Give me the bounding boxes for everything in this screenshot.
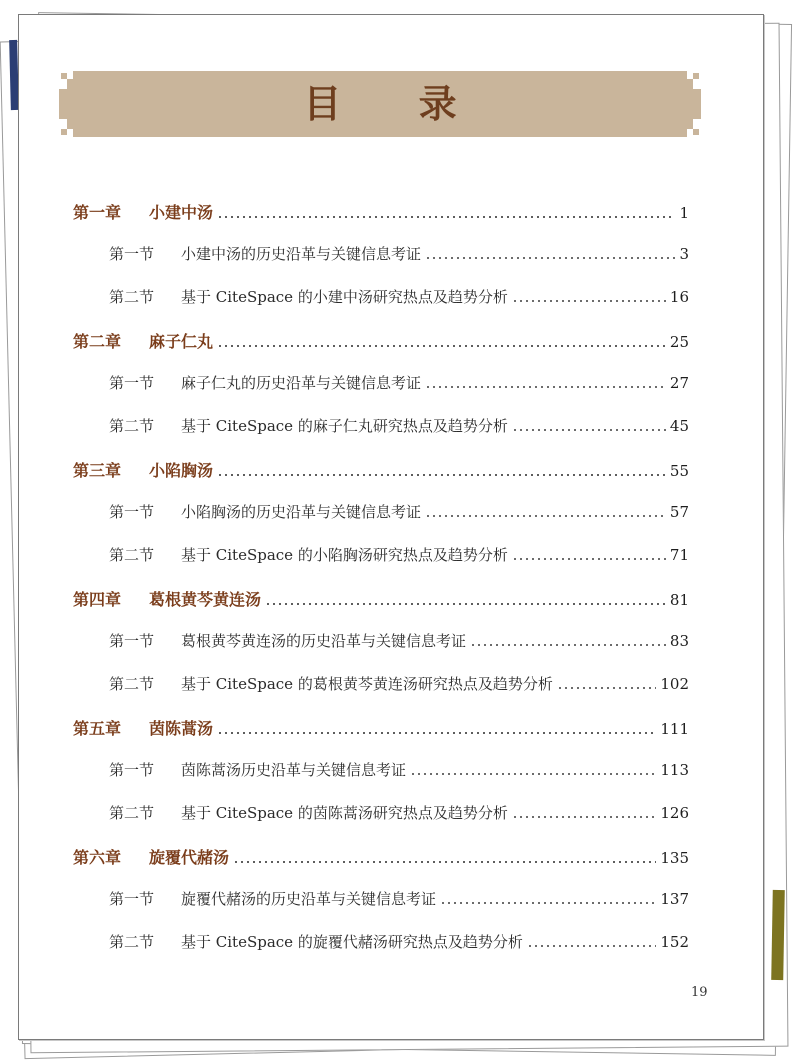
dot-leader <box>265 595 666 605</box>
section-label: 第一节 <box>109 503 155 521</box>
dot-leader <box>512 421 666 431</box>
section-title: 茵陈蒿汤历史沿革与关键信息考证 <box>181 761 407 779</box>
chapter-title: 旋覆代赭汤 <box>149 848 230 867</box>
dot-leader <box>512 292 666 302</box>
toc-row <box>73 845 689 873</box>
page-ref: 152 <box>660 933 689 951</box>
page-ref: 1 <box>679 204 689 222</box>
chapter-title: 葛根黄芩黄连汤 <box>149 590 262 609</box>
toc-row <box>73 888 689 916</box>
toc-row <box>73 501 689 529</box>
dot-leader <box>557 679 657 689</box>
dot-leader <box>425 378 666 388</box>
page-ref: 83 <box>669 632 689 650</box>
title-banner <box>59 71 701 137</box>
toc-chapter-entry[interactable] <box>73 458 689 501</box>
section-title: 小建中汤的历史沿革与关键信息考证 <box>181 245 422 263</box>
toc-row <box>73 716 689 744</box>
chapter-label: 第三章 <box>73 461 122 480</box>
page-ref: 16 <box>669 288 689 306</box>
toc-chapter-entry[interactable] <box>73 200 689 243</box>
dot-leader <box>425 507 666 517</box>
page-ref: 81 <box>669 591 689 609</box>
toc-row <box>73 200 689 228</box>
toc-section-entry[interactable] <box>73 630 689 673</box>
section-title: 基于 CiteSpace 的葛根黄芩黄连汤研究热点及趋势分析 <box>181 675 553 693</box>
toc-chapter-entry[interactable] <box>73 716 689 759</box>
section-title: 基于 CiteSpace 的旋覆代赭汤研究热点及趋势分析 <box>181 933 523 951</box>
page-ref: 102 <box>660 675 689 693</box>
page-ref: 55 <box>669 462 689 480</box>
chapter-title: 小建中汤 <box>149 203 214 222</box>
toc-section-entry[interactable] <box>73 286 689 329</box>
page-ref: 137 <box>660 890 689 908</box>
toc-section-entry[interactable] <box>73 802 689 845</box>
toc-row <box>73 329 689 357</box>
toc-chapter-entry[interactable] <box>73 329 689 372</box>
dot-leader <box>512 550 666 560</box>
page-ref: 111 <box>660 720 689 738</box>
chapter-label: 第二章 <box>73 332 122 351</box>
page-ref: 57 <box>669 503 689 521</box>
toc-row <box>73 243 689 271</box>
chapter-title: 麻子仁丸 <box>149 332 214 351</box>
section-title: 小陷胸汤的历史沿革与关键信息考证 <box>181 503 422 521</box>
toc-row <box>73 630 689 658</box>
section-title: 基于 CiteSpace 的小建中汤研究热点及趋势分析 <box>181 288 508 306</box>
section-label: 第二节 <box>109 804 155 822</box>
toc-row <box>73 415 689 443</box>
toc-row <box>73 372 689 400</box>
toc-row <box>73 759 689 787</box>
dot-leader <box>410 765 656 775</box>
dot-leader <box>527 937 657 947</box>
toc-chapter-entry[interactable] <box>73 845 689 888</box>
chapter-label: 第五章 <box>73 719 122 738</box>
page-ref: 71 <box>669 546 689 564</box>
toc-chapter-entry[interactable] <box>73 587 689 630</box>
dot-leader <box>470 636 666 646</box>
dot-leader <box>440 894 656 904</box>
toc-row <box>73 673 689 701</box>
section-title: 基于 CiteSpace 的小陷胸汤研究热点及趋势分析 <box>181 546 508 564</box>
section-title: 麻子仁丸的历史沿革与关键信息考证 <box>181 374 422 392</box>
toc-section-entry[interactable] <box>73 501 689 544</box>
section-label: 第一节 <box>109 761 155 779</box>
page-ref: 126 <box>660 804 689 822</box>
section-label: 第二节 <box>109 288 155 306</box>
chapter-label: 第一章 <box>73 203 122 222</box>
chapter-title: 小陷胸汤 <box>149 461 214 480</box>
page-ref: 27 <box>669 374 689 392</box>
toc-section-entry[interactable] <box>73 415 689 458</box>
page-ref: 3 <box>679 245 689 263</box>
toc-section-entry[interactable] <box>73 243 689 286</box>
page-title: 目 录 <box>303 82 489 126</box>
dot-leader <box>512 808 657 818</box>
toc-section-entry[interactable] <box>73 544 689 587</box>
section-label: 第一节 <box>109 890 155 908</box>
toc-row <box>73 802 689 830</box>
toc-section-entry[interactable] <box>73 372 689 415</box>
dot-leader <box>233 853 656 863</box>
section-label: 第一节 <box>109 245 155 263</box>
toc-section-entry[interactable] <box>73 888 689 931</box>
dot-leader <box>217 466 666 476</box>
toc-row <box>73 286 689 314</box>
section-label: 第二节 <box>109 675 155 693</box>
section-title: 基于 CiteSpace 的麻子仁丸研究热点及趋势分析 <box>181 417 508 435</box>
chapter-label: 第六章 <box>73 848 122 867</box>
section-label: 第二节 <box>109 417 155 435</box>
dot-leader <box>425 249 675 259</box>
table-of-contents <box>73 200 689 974</box>
toc-section-entry[interactable] <box>73 931 689 974</box>
section-title: 葛根黄芩黄连汤的历史沿革与关键信息考证 <box>181 632 467 650</box>
dot-leader <box>217 337 666 347</box>
toc-row <box>73 587 689 615</box>
section-title: 基于 CiteSpace 的茵陈蒿汤研究热点及趋势分析 <box>181 804 508 822</box>
page-number: 19 <box>691 985 708 1000</box>
toc-page <box>18 14 764 1040</box>
toc-row <box>73 931 689 959</box>
dot-leader <box>217 724 656 734</box>
page-ref: 113 <box>660 761 689 779</box>
book-cover-edge <box>771 890 785 980</box>
toc-section-entry[interactable] <box>73 673 689 716</box>
section-label: 第二节 <box>109 933 155 951</box>
toc-row <box>73 458 689 486</box>
page-ref: 135 <box>660 849 689 867</box>
section-label: 第二节 <box>109 546 155 564</box>
toc-row <box>73 544 689 572</box>
chapter-title: 茵陈蒿汤 <box>149 719 214 738</box>
toc-section-entry[interactable] <box>73 759 689 802</box>
page-ref: 25 <box>669 333 689 351</box>
section-label: 第一节 <box>109 374 155 392</box>
chapter-label: 第四章 <box>73 590 122 609</box>
section-title: 旋覆代赭汤的历史沿革与关键信息考证 <box>181 890 437 908</box>
page-ref: 45 <box>669 417 689 435</box>
dot-leader <box>217 208 675 218</box>
section-label: 第一节 <box>109 632 155 650</box>
